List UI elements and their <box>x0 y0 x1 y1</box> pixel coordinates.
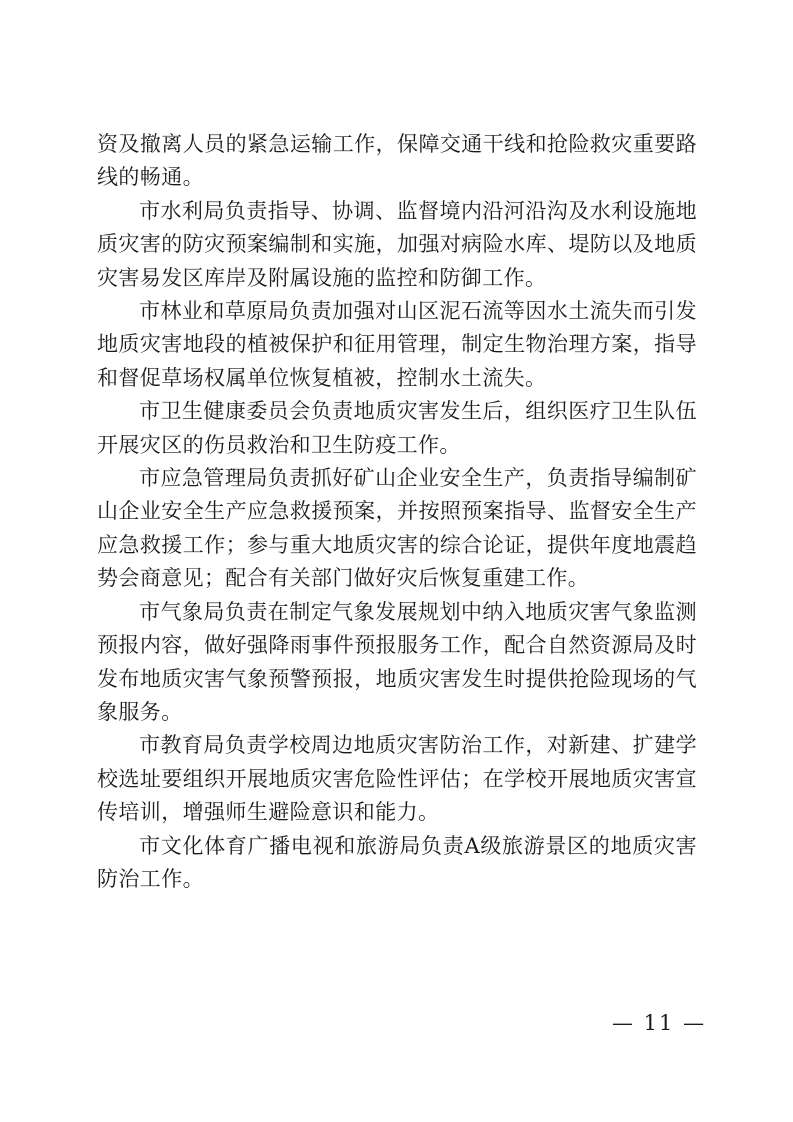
paragraph-meteorology-bureau: 市气象局负责在制定气象发展规划中纳入地质灾害气象监测预报内容，做好强降雨事件预报服务工作，配合自然资源局及时发布地质灾害气象预警预报，地质灾害发生时提供抢险现场的气象服务。 <box>97 599 697 724</box>
page-number: — 11 — <box>612 1011 707 1035</box>
paragraph-forestry-bureau: 市林业和草原局负责加强对山区泥石流等因水土流失而引发地质灾害地段的植被保护和征用管理，制定生物治理方案，指导和督促草场权属单位恢复植被，控制水土流失。 <box>97 299 697 390</box>
paragraph-water-bureau: 市水利局负责指导、协调、监督境内沿河沿沟及水利设施地质灾害的防灾预案编制和实施，加强对病险水库、堤防以及地质灾害易发区库岸及附属设施的监控和防御工作。 <box>97 198 697 290</box>
document-body <box>97 128 697 896</box>
paragraph-education-bureau: 市教育局负责学校周边地质灾害防治工作，对新建、扩建学校选址要组织开展地质灾害危险性评估；在学校开展地质灾害宣传培训，增强师生避险意识和能力。 <box>97 733 697 825</box>
paragraph-health-commission: 市卫生健康委员会负责地质灾害发生后，组织医疗卫生队伍开展灾区的伤员救治和卫生防疫工作。 <box>97 399 697 457</box>
paragraph-emergency-bureau: 市应急管理局负责抓好矿山企业安全生产，负责指导编制矿山企业安全生产应急救援预案，并按照预案指导、监督安全生产应急救援工作；参与重大地质灾害的综合论证，提供年度地震趋势会商意见；配合有关部门做好灾后恢复重建工作。 <box>97 466 697 591</box>
paragraph-transport-continuation: 资及撤离人员的紧急运输工作，保障交通干线和抢险救灾重要路线的畅通。 <box>97 132 697 190</box>
paragraph-culture-tourism-bureau: 市文化体育广播电视和旅游局负责A级旅游景区的地质灾害防治工作。 <box>97 833 697 891</box>
